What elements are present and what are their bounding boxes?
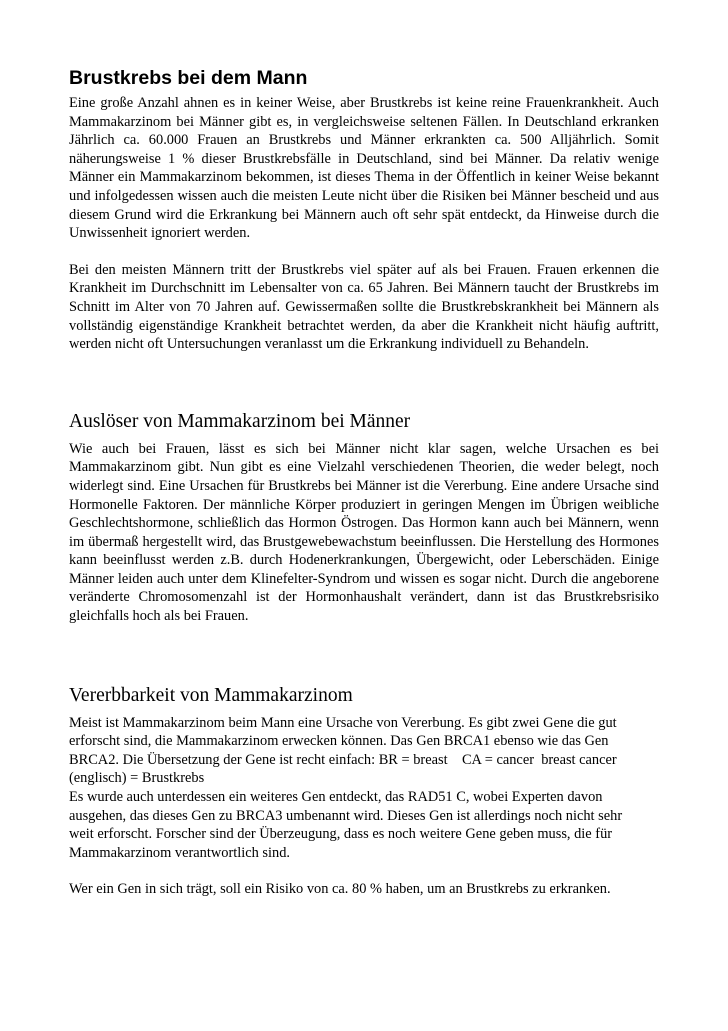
paragraph: Wer ein Gen in sich trägt, soll ein Risiko von ca. 80 % haben, um an Brustkrebs zu erkranken. [69,881,611,898]
text-line: Es wurde auch unterdessen ein weiteres Gen entdeckt, das RAD51 C, wobei Experten davon [69,789,603,806]
text-line: Meist ist Mammakarzinom beim Mann eine Ursache von Vererbung. Es gibt zwei Gene die gut [69,714,617,731]
text-line: erforscht sind, die Mammakarzinom erwecken können. Das Gen BRCA1 ebenso wie das Gen [69,733,609,750]
text-line: weit erforscht. Forscher sind der Überzeugung, dass es noch weitere Gene geben muss, die für [69,826,613,843]
section-heading: Auslöser von Mammakarzinom bei Männer [69,410,411,432]
section-heading: Vererbbarkeit von Mammakarzinom [69,684,353,706]
document-page [69,66,659,899]
page-title: Brustkrebs bei dem Mann [69,67,308,89]
text-line: (englisch) = Brustkrebs [69,770,205,787]
text-line: BRCA2. Die Übersetzung der Gene ist recht einfach: BR = breast CA = cancer breast cancer [69,751,617,768]
paragraph: Eine große Anzahl ahnen es in keiner Weise, aber Brustkrebs ist keine reine Frauenkrankheit. Auch Mammakarzinom bei Männer gibt es, in vergleichsweise seltenen Fällen. In Deutschland erkranken Jährlich ca. 60.000 Frauen an Brustkrebs und Männer erkrankten ca. 500 Alljährlich. Somit näherungsweise 1 % dieser Brustkrebsfälle in Deutschland, sind bei Männer. Da relativ wenige Männer ein Mammakarzinom bekommen, ist dieses Thema in der Öffentlich in keiner Weise bekannt und infolgedessen wissen auch die meisten Leute nicht über die Risiken bei Männer bescheid und aus diesem Grund wird die Erkrankung bei Männern auch oft sehr spät entdeckt, da Hinweise durch die Unwissenheit ignoriert werden. [69,95,659,242]
paragraph-block [69,714,659,863]
text-line: ausgehen, das dieses Gen zu BRCA3 umbenannt wird. Dieses Gen ist allerdings noch nicht sehr [69,807,623,824]
paragraph: Wie auch bei Frauen, lässt es sich bei Männer nicht klar sagen, welche Ursachen es bei Mammakarzinom gibt. Nun gibt es eine Vielzahl verschiedenen Theorien, die weder belegt, noch widerlegt sind. Eine Ursachen für Brustkrebs bei Männer ist die Vererbung. Eine andere Ursache sind Hormonelle Faktoren. Der männliche Körper produziert in geringen Mengen im Übrigen weibliche Geschlechtshormone, schließlich das Hormon Östrogen. Das Hormon kann auch bei Männern, wenn im übermaß hergestellt wird, das Brustgewebewachstum beeinflussen. Die Herstellung des Hormones kann beeinflusst werden z.B. durch Hodenerkrankungen, Übergewicht, oder Leberschäden. Einige Männer leiden auch unter dem Klinefelter-Syndrom und wissen es sogar nicht. Durch die angeborene veränderte Chromosomenzahl ist der Hormonhaushalt verändert, dann ist das Brustkrebsrisiko gleichfalls hoch als bei Frauen. [69,440,659,625]
text-line: Mammakarzinom verantwortlich sind. [69,844,290,861]
paragraph: Bei den meisten Männern tritt der Brustkrebs viel später auf als bei Frauen. Frauen erkennen die Krankheit im Durchschnitt im Lebensalter von ca. 65 Jahren. Bei Männern taucht der Brustkrebs im Schnitt im Alter von 70 Jahren auf. Gewissermaßen sollte die Brustkrebskrankheit bei Männern als vollständig eigenständige Krankheit betrachtet werden, da aber die Krankheit nicht häufig auftritt, werden nicht oft Untersuchungen veranlasst um die Erkrankung individuell zu Behandeln. [69,261,659,353]
